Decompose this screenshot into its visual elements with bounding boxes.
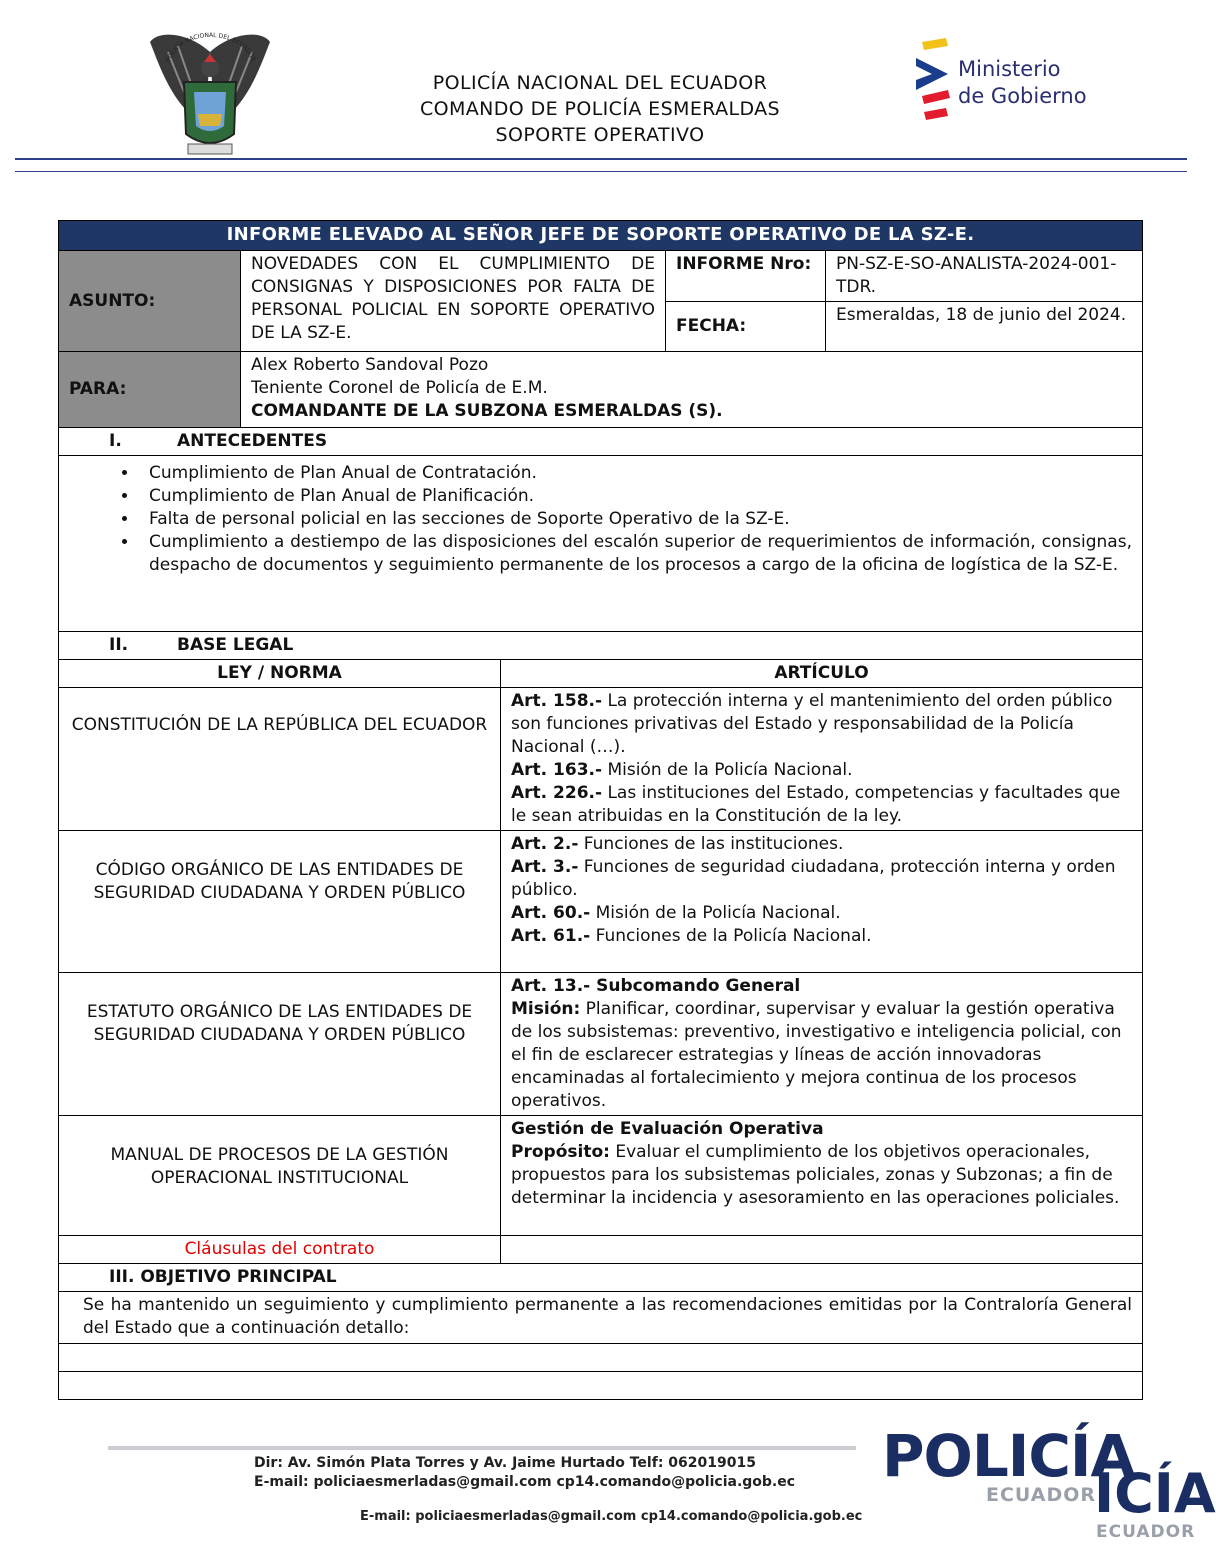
article-text: Misión de la Policía Nacional.	[590, 903, 841, 923]
list-item: • Cumplimiento de Plan Anual de Planificación.	[139, 485, 1132, 508]
list-item: • Falta de personal policial en las secciones de Soporte Operativo de la SZ-E.	[139, 508, 1132, 531]
para-recipient	[241, 352, 1143, 428]
article-heading: Gestión de Evaluación Operativa	[511, 1119, 824, 1139]
article-label: Misión:	[511, 999, 581, 1019]
footer-contact	[254, 1454, 795, 1492]
article-text: Funciones de la Policía Nacional.	[590, 926, 872, 946]
empty-row	[59, 1344, 1143, 1372]
policia-logo-text: POLICÍA	[882, 1422, 1135, 1490]
article-text: Las instituciones del Estado, competencias y facultades que le sean atribuidas en la Constitución de la ley.	[511, 783, 1121, 826]
section-title: BASE LEGAL	[177, 635, 294, 655]
article-text: La protección interna y el mantenimiento del orden público son funciones privativas del Estado y responsabilidad de la Policía Nacional (…).	[511, 691, 1113, 757]
footer-divider	[108, 1446, 856, 1450]
article-paragraph	[511, 998, 1132, 1113]
column-header-ley: LEY / NORMA	[59, 660, 501, 688]
article-paragraph	[511, 1141, 1132, 1210]
para-name: Alex Roberto Sandoval Pozo	[251, 355, 489, 375]
section-number: I.	[109, 431, 122, 451]
ley-constitucion: CONSTITUCIÓN DE LA REPÚBLICA DEL ECUADOR	[59, 688, 501, 831]
article-paragraph	[511, 856, 1132, 902]
list-item: • Cumplimiento de Plan Anual de Contratación.	[139, 462, 1132, 485]
antecedentes-content	[59, 456, 1143, 632]
header-title-line3: SOPORTE OPERATIVO	[495, 124, 705, 146]
ley-estatuto-organico: ESTATUTO ORGÁNICO DE LAS ENTIDADES DE SEGURIDAD CIUDADANA Y ORDEN PÚBLICO	[59, 973, 501, 1116]
asunto-text: NOVEDADES CON EL CUMPLIMIENTO DE CONSIGNAS Y DISPOSICIONES POR FALTA DE PERSONAL POLICIAL EN SOPORTE OPERATIVO DE LA SZ-E.	[241, 251, 666, 352]
article-number: Art. 158.-	[511, 691, 603, 711]
para-position: COMANDANTE DE LA SUBZONA ESMERALDAS (S).	[251, 401, 723, 421]
policia-logo-sub-overlap: ECUADOR	[1096, 1522, 1196, 1542]
informe-label: INFORME Nro:	[666, 251, 826, 302]
article-number: Art. 226.-	[511, 783, 603, 803]
section-base-legal-heading	[59, 632, 1143, 660]
clausulas-contrato: Cláusulas del contrato	[59, 1236, 501, 1264]
objetivo-text: Se ha mantenido un seguimiento y cumplimiento permanente a las recomendaciones emitidas por la Contraloría General del Estado que a continuación detallo:	[59, 1292, 1143, 1344]
column-header-articulo: ARTÍCULO	[501, 660, 1143, 688]
ministerio-logo	[912, 36, 1102, 136]
article-number: Art. 2.-	[511, 834, 579, 854]
para-rank: Teniente Coronel de Policía de E.M.	[251, 378, 548, 398]
header-title-line2: COMANDO DE POLICÍA ESMERALDAS	[419, 98, 781, 120]
section-objetivo-heading: III. OBJETIVO PRINCIPAL	[59, 1264, 1143, 1292]
article-number: Art. 60.-	[511, 903, 591, 923]
section-number: II.	[109, 635, 129, 655]
section-title: ANTECEDENTES	[177, 431, 328, 451]
footer-address: Dir: Av. Simón Plata Torres y Av. Jaime Hurtado Telf: 062019015	[254, 1455, 756, 1471]
article-text: Planificar, coordinar, supervisar y evaluar la gestión operativa de los subsistemas: preventivo, investigativo e inteligencia policial, con el fin de esclarecer estrategias y líneas de acción innovadoras encaminadas al fortalecimiento y mejora continua de los procesos operativos.	[511, 999, 1122, 1111]
page-footer	[0, 1420, 1216, 1553]
page-header	[0, 0, 1200, 180]
clausulas-empty-cell	[501, 1236, 1143, 1264]
ministerio-chevron-icon	[912, 36, 956, 136]
para-label: PARA:	[59, 352, 241, 428]
article-text: Evaluar el cumplimiento de los objetivos operacionales, propuestos para los subsistemas policiales, zonas y Subzonas; a fin de determinar la incidencia y asesoramiento en las operaciones policiales.	[511, 1142, 1120, 1208]
emblem-arc-text: POLICÍA NACIONAL DEL ECUADOR	[165, 31, 257, 63]
header-divider	[15, 158, 1187, 160]
report-banner: INFORME ELEVADO AL SEÑOR JEFE DE SOPORTE OPERATIVO DE LA SZ-E.	[59, 221, 1143, 251]
articulo-codigo-organico	[501, 831, 1143, 973]
header-title-line1: POLICÍA NACIONAL DEL ECUADOR	[432, 72, 768, 94]
header-divider-thin	[15, 171, 1187, 172]
fecha-value: Esmeraldas, 18 de junio del 2024.	[826, 302, 1143, 352]
informe-value: PN-SZ-E-SO-ANALISTA-2024-001-TDR.	[826, 251, 1143, 302]
header-title	[340, 70, 860, 148]
article-paragraph	[511, 782, 1132, 828]
articulo-manual-procesos	[501, 1116, 1143, 1236]
policia-logo-sub: ECUADOR	[986, 1484, 1097, 1506]
article-paragraph	[511, 902, 1132, 925]
ley-manual-procesos: MANUAL DE PROCESOS DE LA GESTIÓN OPERACIONAL INSTITUCIONAL	[59, 1116, 501, 1236]
article-text: Funciones de las instituciones.	[578, 834, 844, 854]
fecha-label: FECHA:	[666, 302, 826, 352]
articulo-constitucion	[501, 688, 1143, 831]
article-number: Art. 3.-	[511, 857, 579, 877]
list-item: • Cumplimiento a destiempo de las disposiciones del escalón superior de requerimientos de información, consignas, despacho de documentos y seguimiento permanente de los procesos a cargo de la oficina de logística de la SZ-E.	[139, 531, 1132, 577]
ministerio-line1: Ministerio	[958, 57, 1061, 81]
article-paragraph	[511, 925, 1132, 948]
section-antecedentes-heading	[59, 428, 1143, 456]
ley-codigo-organico: CÓDIGO ORGÁNICO DE LAS ENTIDADES DE SEGURIDAD CIUDADANA Y ORDEN PÚBLICO	[59, 831, 501, 973]
article-number: Art. 61.-	[511, 926, 591, 946]
articulo-estatuto-organico	[501, 973, 1143, 1116]
article-number: Art. 163.-	[511, 760, 603, 780]
report-table	[58, 220, 1143, 1400]
asunto-label: ASUNTO:	[59, 251, 241, 352]
article-label: Propósito:	[511, 1142, 610, 1162]
article-text: Funciones de seguridad ciudadana, protección interna y orden público.	[511, 857, 1116, 900]
antecedentes-list	[69, 462, 1132, 577]
article-paragraph	[511, 759, 1132, 782]
ministerio-line2: de Gobierno	[958, 84, 1087, 108]
footer-email: E-mail: policiaesmerladas@gmail.com cp14.comando@policia.gob.ec	[254, 1474, 796, 1490]
article-paragraph	[511, 690, 1132, 759]
police-emblem-icon	[148, 22, 272, 162]
empty-row	[59, 1372, 1143, 1400]
article-paragraph	[511, 833, 1132, 856]
footer-email-repeat: E-mail: policiaesmerladas@gmail.com cp14.comando@policia.gob.ec	[360, 1509, 863, 1524]
policia-logo-text-overlap: ICÍA	[1094, 1462, 1216, 1525]
article-text: Misión de la Policía Nacional.	[602, 760, 853, 780]
article-heading: Art. 13.- Subcomando General	[511, 976, 801, 996]
